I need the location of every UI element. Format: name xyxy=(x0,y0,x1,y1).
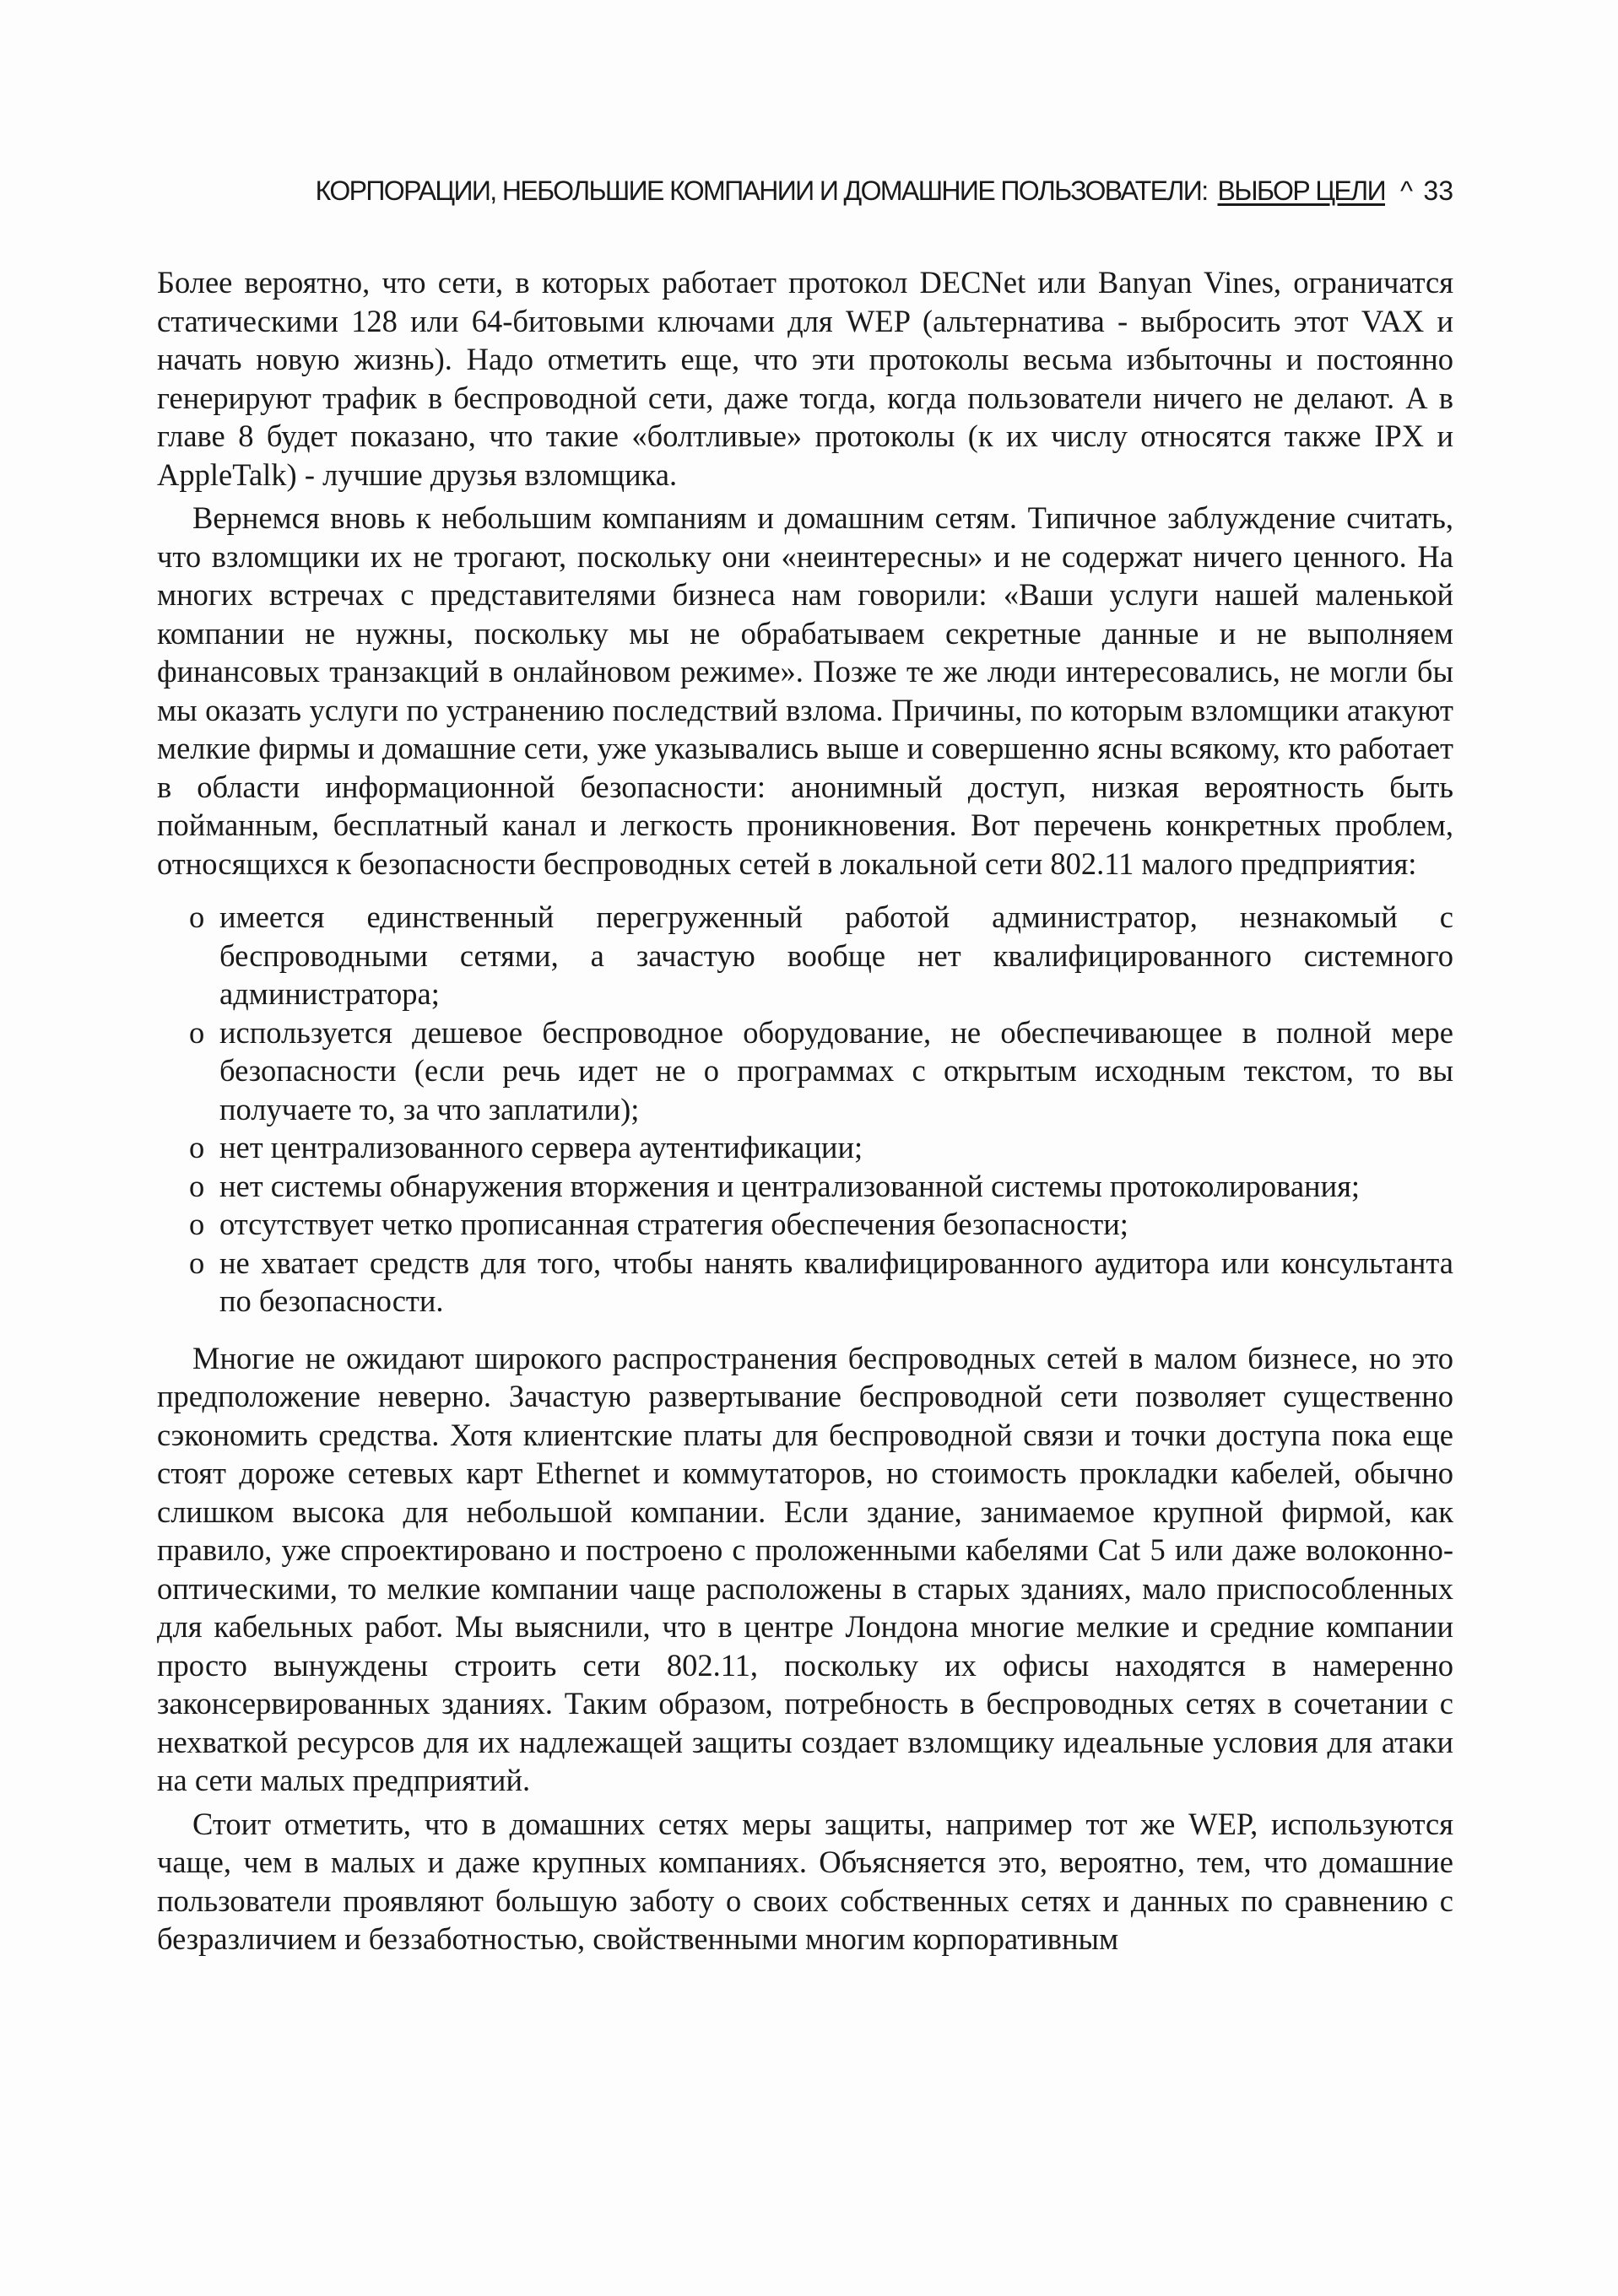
list-item-text: не хватает средств для того, чтобы нанять квалифицированного аудитора или консультанта по безопасности. xyxy=(219,1245,1453,1318)
bullet-marker: о xyxy=(189,1130,205,1164)
page-body xyxy=(157,263,1453,1958)
list-item xyxy=(157,1244,1453,1321)
running-header xyxy=(233,176,1453,207)
list-item xyxy=(157,1167,1453,1206)
paragraph: Многие не ожидают широкого распространения беспроводных сетей в малом бизнесе, но это предположение неверно. Зачастую развертывание беспроводной сети позволяет существенно сэкономить средства. Хотя клиентские платы для беспроводной связи и точки доступа пока еще стоят дороже сетевых карт Ethernet и коммутаторов, но стоимость прокладки кабелей, обычно слишком высока для небольшой компании. Если здание, занимаемое крупной фирмой, как правило, уже спроектировано и построено с проложенными кабелями Cat 5 или даже волоконно-оптическими, то мелкие компании чаще расположены в старых зданиях, мало приспособленных для кабельных работ. Мы выяснили, что в центре Лондона многие мелкие и средние компании просто вынуждены строить сети 802.11, поскольку их офисы находятся в намеренно законсервированных зданиях. Таким образом, потребность в беспроводных сетях в сочетании с нехваткой ресурсов для их надлежащей защиты создает взломщику идеальные условия для атаки на сети малых предприятий. xyxy=(157,1340,1453,1797)
header-title: КОРПОРАЦИИ, НЕБОЛЬШИЕ КОМПАНИИ И ДОМАШНИЕ ПОЛЬЗОВАТЕЛИ: xyxy=(315,176,1208,206)
header-section: ВЫБОР ЦЕЛИ xyxy=(1217,176,1385,206)
bullet-marker: о xyxy=(189,899,205,934)
list-item-text: имеется единственный перегруженный работой администратор, незнакомый с беспроводными сетями, а зачастую вообще нет квалифицированного системного администратора; xyxy=(219,899,1453,1011)
bullet-marker: о xyxy=(189,1207,205,1241)
header-caret: ^ xyxy=(1399,176,1412,206)
list-item xyxy=(157,1128,1453,1167)
list-item xyxy=(157,898,1453,1013)
bullet-marker: о xyxy=(189,1014,205,1050)
paragraph: Более вероятно, что сети, в которых работает протокол DECNet или Banyan Vines, ограничатся статическими 128 или 64-битовыми ключами для WEP (альтернатива - выбросить этот VAX и начать новую жизнь). Надо отметить еще, что эти протоколы весьма избыточны и постоянно генерируют трафик в беспроводной сети, даже тогда, когда пользователи ничего не делают. А в главе 8 будет показано, что такие «болтливые» протоколы (к их числу относятся также IPX и AppleTalk) - лучшие друзья взломщика. xyxy=(157,265,1453,492)
page-number: 33 xyxy=(1423,176,1453,206)
paragraph: Стоит отметить, что в домашних сетях меры защиты, например тот же WEP, используются чаще, чем в малых и даже крупных компаниях. Объясняется это, вероятно, тем, что домашние пользователи проявляют большую заботу о своих собственных сетях и данных по сравнению с безразличием и беззаботностью, свойственными многим корпоративным xyxy=(157,1806,1453,1956)
bullet-marker: о xyxy=(189,1168,205,1203)
list-item-text: нет системы обнаружения вторжения и централизованной системы протоколирования; xyxy=(219,1168,1361,1203)
list-item xyxy=(157,1205,1453,1244)
list-item xyxy=(157,1013,1453,1129)
bullet-marker: о xyxy=(189,1245,205,1280)
paragraph: Вернемся вновь к небольшим компаниям и домашним сетям. Типичное заблуждение считать, что взломщики их не трогают, поскольку они «неинтересны» и не содержат ничего ценного. На многих встречах с представителями бизнеса нам говорили: «Ваши услуги нашей маленькой компании не нужны, поскольку мы не обрабатываем секретные данные и не выполняем финансовых транзакций в онлайновом режиме». Позже те же люди интересовались, не могли бы мы оказать услуги по устранению последствий взлома. Причины, по которым взломщики атакуют мелкие фирмы и домашние сети, уже указывались выше и совершенно ясны всякому, кто работает в области информационной безопасности: анонимный доступ, низкая вероятность быть пойманным, бесплатный канал и легкость проникновения. Вот перечень конкретных проблем, относящихся к безопасности беспроводных сетей в локальной сети 802.11 малого предприятия: xyxy=(157,500,1453,881)
list-item-text: отсутствует четко прописанная стратегия обеспечения безопасности; xyxy=(219,1207,1128,1241)
list-item-text: используется дешевое беспроводное оборудование, не обеспечивающее в полной мере безопасности (если речь идет не о программах с открытым исходным текстом, то вы получаете то, за что заплатили); xyxy=(219,1014,1453,1126)
problem-list xyxy=(157,898,1453,1321)
list-item-text: нет централизованного сервера аутентификации; xyxy=(219,1130,863,1164)
